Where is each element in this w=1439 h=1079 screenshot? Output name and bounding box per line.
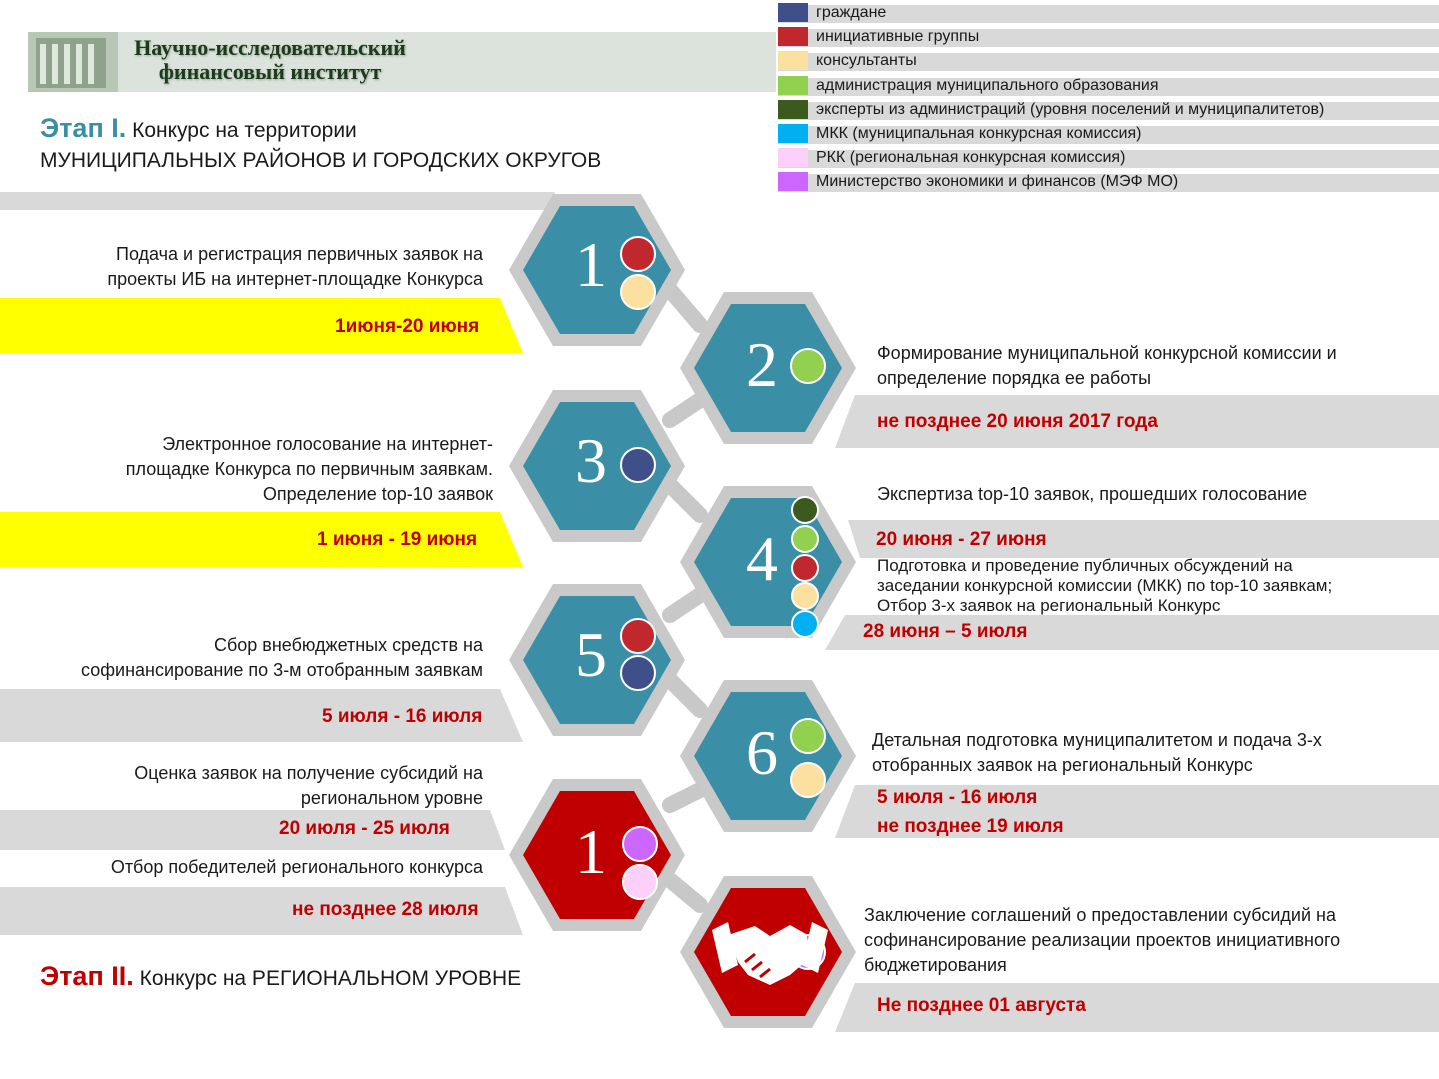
step-7-description-2: Отбор победителей регионального конкурса bbox=[110, 857, 483, 877]
legend-item bbox=[778, 26, 1439, 50]
stage-1-title bbox=[40, 113, 357, 144]
legend-swatch bbox=[778, 27, 808, 46]
step-6-date-2: не позднее 19 июля bbox=[877, 816, 1064, 837]
stage-1-line-1: Конкурс на территории bbox=[132, 119, 357, 142]
step-5-date: 5 июля - 16 июля bbox=[322, 706, 483, 727]
step-4-desc-line-2: Подготовка и проведение публичных обсуждений на bbox=[877, 556, 1293, 575]
legend-item bbox=[778, 2, 1439, 26]
step-8-date: Не позднее 01 августа bbox=[877, 995, 1086, 1016]
step-7-date-2: не позднее 28 июля bbox=[292, 899, 479, 920]
step-6-date-1: 5 июля - 16 июля bbox=[877, 787, 1038, 808]
step-5-desc-line-1: Сбор внебюджетных средств на bbox=[213, 635, 483, 655]
legend-swatch bbox=[778, 100, 808, 119]
step-7-date-1: 20 июля - 25 июля bbox=[279, 818, 450, 839]
step-6-description bbox=[872, 728, 1417, 778]
legend-item bbox=[778, 147, 1439, 171]
step-number-2: 2 bbox=[746, 329, 778, 400]
legend-label: МКК (муниципальная конкурсная комиссия) bbox=[816, 124, 1142, 142]
logo-text bbox=[120, 36, 420, 84]
step-8-desc-line-1: Заключение соглашений о предоставлении субсидий на bbox=[864, 905, 1336, 925]
step-number-6: 6 bbox=[746, 717, 778, 788]
step-3-desc-line-3: Определение top-10 заявок bbox=[262, 484, 493, 504]
step-3-date: 1 июня - 19 июня bbox=[317, 529, 478, 550]
step-2-date: не позднее 20 июня 2017 года bbox=[877, 411, 1158, 432]
top-strip bbox=[0, 192, 555, 210]
legend-swatch bbox=[778, 3, 808, 22]
stage-2-text: Конкурс на РЕГИОНАЛЬНОМ УРОВНЕ bbox=[139, 967, 522, 990]
legend-item bbox=[778, 75, 1439, 99]
stage-1-line-2: МУНИЦИПАЛЬНЫХ РАЙОНОВ И ГОРОДСКИХ ОКРУГОВ bbox=[40, 149, 602, 172]
step-4-date-1: 20 июня - 27 июня bbox=[876, 529, 1047, 550]
step-2-desc-line-1: Формирование муниципальной конкурсной комиссии и bbox=[877, 343, 1337, 363]
logo-line-1: Научно-исследовательский bbox=[134, 35, 406, 60]
step-8-desc-line-2: софинансирование реализации проектов инициативного bbox=[864, 930, 1341, 950]
legend-swatch bbox=[778, 76, 808, 95]
participant-dot bbox=[792, 497, 818, 523]
step-7-description-1 bbox=[30, 761, 483, 811]
step-number-7: 1 bbox=[575, 816, 607, 887]
legend-label: РКК (региональная конкурсная комиссия) bbox=[816, 149, 1126, 167]
legend-swatch bbox=[778, 172, 808, 191]
step-5-desc-line-2: софинансирование по 3-м отобранным заявкам bbox=[81, 660, 483, 680]
legend-label: консультанты bbox=[816, 52, 917, 70]
step-number-1: 1 bbox=[575, 229, 607, 300]
step-1-desc-line-2: проекты ИБ на интернет-площадке Конкурса bbox=[107, 269, 483, 289]
step-4-date-2: 28 июня – 5 июля bbox=[863, 621, 1028, 642]
step-4-desc-line-4: Отбор 3-х заявок на региональный Конкурс bbox=[877, 596, 1221, 615]
step-2-description bbox=[877, 341, 1417, 391]
step-3-description bbox=[30, 432, 493, 507]
legend-label: администрация муниципального образования bbox=[816, 76, 1159, 94]
step-number-5: 5 bbox=[575, 619, 607, 690]
legend-swatch bbox=[778, 148, 808, 167]
step-4-description-1: Экспертиза top-10 заявок, прошедших голосование bbox=[877, 484, 1308, 504]
legend-label: граждане bbox=[816, 4, 887, 21]
step-5-description bbox=[30, 633, 483, 683]
step-1-date: 1июня-20 июня bbox=[335, 316, 480, 337]
stage-2-title bbox=[40, 961, 521, 992]
step-1-desc-line-1: Подача и регистрация первичных заявок на bbox=[116, 244, 483, 264]
legend bbox=[778, 2, 1439, 196]
step-3-desc-line-2: площадке Конкурса по первичным заявкам. bbox=[125, 459, 493, 479]
step-number-4: 4 bbox=[746, 523, 778, 594]
legend-label: инициативные группы bbox=[816, 28, 980, 46]
step-4-description-2 bbox=[877, 556, 1422, 616]
legend-item bbox=[778, 99, 1439, 123]
stage-2-label: Этап II. bbox=[40, 961, 134, 991]
step-number-3: 3 bbox=[575, 425, 607, 496]
legend-item bbox=[778, 171, 1439, 195]
legend-swatch bbox=[778, 124, 808, 143]
step-3-desc-line-1: Электронное голосование на интернет- bbox=[162, 434, 493, 454]
legend-label: Министерство экономики и финансов (МЭФ МО) bbox=[816, 173, 1179, 191]
legend-label: эксперты из администраций (уровня поселений и муниципалитетов) bbox=[816, 100, 1325, 118]
step-7-desc-line-2: региональном уровне bbox=[300, 788, 483, 808]
step-8-description bbox=[864, 903, 1424, 978]
step-4-desc-line-3: заседании конкурсной комиссии (МКК) по top-10 заявкам; bbox=[877, 576, 1333, 595]
legend-swatch bbox=[778, 51, 808, 70]
participant-dot bbox=[792, 611, 818, 637]
step-2-desc-line-2: определение порядка ее работы bbox=[877, 368, 1152, 388]
legend-item bbox=[778, 50, 1439, 74]
step-8-desc-line-3: бюджетирования bbox=[864, 955, 1007, 975]
step-6-desc-line-2: отобранных заявок на региональный Конкурс bbox=[872, 755, 1253, 775]
step-1-description bbox=[30, 242, 483, 292]
logo-line-2: финансовый институт bbox=[158, 59, 382, 84]
legend-item bbox=[778, 123, 1439, 147]
step-7-desc-line-1: Оценка заявок на получение субсидий на bbox=[134, 763, 483, 783]
stage-1-label: Этап I. bbox=[40, 113, 127, 143]
step-6-desc-line-1: Детальная подготовка муниципалитетом и подача 3-х bbox=[872, 730, 1322, 750]
institute-building-icon bbox=[28, 32, 118, 92]
